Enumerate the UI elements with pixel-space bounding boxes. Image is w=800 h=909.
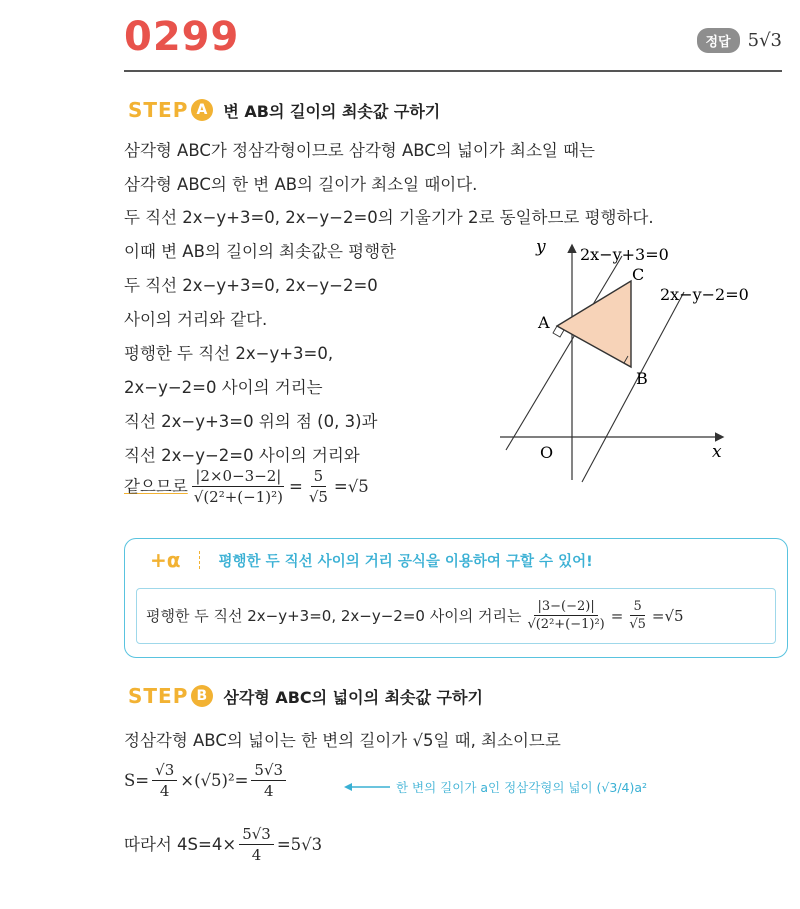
header-rule xyxy=(124,70,782,72)
step-b-s-second-fraction xyxy=(251,760,286,801)
step-b-final-result: =5√3 xyxy=(276,834,323,854)
tip-fraction-denominator: √(2²+(−1)²) xyxy=(527,617,605,632)
step-a-second-numerator: 5 xyxy=(311,466,327,487)
step-b-label: STEP xyxy=(128,684,189,708)
step-a-line-4: 이때 변 AB의 길이의 최솟값은 평행한 xyxy=(124,242,396,261)
step-a-label: STEP xyxy=(128,98,189,122)
step-b-final-numerator: 5√3 xyxy=(239,824,274,845)
problem-number: 0299 xyxy=(124,14,240,60)
step-a-final-prefix: 같으므로 xyxy=(124,476,188,496)
step-a-line-3: 두 직선 2x−y+3=0, 2x−y−2=0의 기울기가 2로 동일하므로 평행하다. xyxy=(124,208,654,227)
answer-badge: 정답 xyxy=(697,28,740,53)
step-a-final-line xyxy=(124,466,369,507)
point-b-label: B xyxy=(636,369,648,388)
step-b-line-1: 정삼각형 ABC의 넓이는 한 변의 길이가 √5일 때, 최소이므로 xyxy=(124,731,561,750)
answer-area xyxy=(697,28,783,53)
step-b-final-denominator: 4 xyxy=(251,846,262,864)
tip-second-numerator: 5 xyxy=(630,598,644,616)
step-b-s-middle: ×(√5)²= xyxy=(180,770,249,790)
step-a-heading xyxy=(128,98,440,122)
step-b-final-fraction xyxy=(239,824,274,865)
step-a-result: =√5 xyxy=(333,476,369,496)
x-axis-label: x xyxy=(712,442,722,462)
y-axis-label: y xyxy=(536,237,546,257)
step-a-line-6: 사이의 거리와 같다. xyxy=(124,310,268,329)
step-a-tag xyxy=(128,98,213,122)
step-a-second-denominator: √5 xyxy=(308,488,328,506)
point-a-label: A xyxy=(538,313,550,332)
step-b-s-fraction xyxy=(152,760,177,801)
tip-divider xyxy=(199,551,201,569)
step-a-second-fraction xyxy=(306,466,331,507)
point-c-label: C xyxy=(632,265,645,284)
tip-second-denominator: √5 xyxy=(629,617,646,632)
line2-label: 2x−y−2=0 xyxy=(660,285,749,304)
step-a-line-5: 두 직선 2x−y+3=0, 2x−y−2=0 xyxy=(124,276,378,295)
tip-second-fraction xyxy=(626,598,649,633)
step-a-line-10: 직선 2x−y−2=0 사이의 거리와 xyxy=(124,446,360,465)
step-b-area-formula xyxy=(124,760,289,801)
tip-equals: = xyxy=(610,606,624,625)
step-a-equals: = xyxy=(288,476,303,496)
step-a-distance-fraction xyxy=(191,466,286,507)
tip-fraction-numerator: |3−(−2)| xyxy=(534,598,597,616)
step-b-arrow-note xyxy=(344,778,647,796)
step-b-final-line xyxy=(124,824,322,865)
answer-value: 5√3 xyxy=(747,30,782,51)
tip-formula-line xyxy=(146,598,684,633)
step-b-s-denominator: 4 xyxy=(159,782,170,800)
step-a-line-1: 삼각형 ABC가 정삼각형이므로 삼각형 ABC의 넓이가 최소일 때는 xyxy=(124,141,595,160)
line1-label: 2x−y+3=0 xyxy=(580,245,669,264)
step-a-fraction-denominator: √(2²+(−1)²) xyxy=(193,488,283,506)
step-a-title: 변 AB의 길이의 최솟값 구하기 xyxy=(223,101,441,121)
coordinate-graph xyxy=(490,232,790,492)
tip-heading xyxy=(150,548,593,572)
step-b-s-prefix: S= xyxy=(124,770,150,790)
step-a-line-7: 평행한 두 직선 2x−y+3=0, xyxy=(124,344,334,363)
step-b-s-second-numerator: 5√3 xyxy=(251,760,286,781)
step-a-fraction-numerator: |2×0−3−2| xyxy=(192,466,284,487)
step-b-note-text: 한 변의 길이가 a인 정삼각형의 넓이 (√3/4)a² xyxy=(396,780,648,795)
origin-label: O xyxy=(540,443,554,462)
tip-fraction xyxy=(524,598,607,633)
tip-title: 평행한 두 직선 사이의 거리 공식을 이용하여 구할 수 있어! xyxy=(218,553,593,570)
step-b-s-second-denominator: 4 xyxy=(263,782,274,800)
step-a-line-2: 삼각형 ABC의 한 변 AB의 길이가 최소일 때이다. xyxy=(124,175,478,194)
tip-symbol: +α xyxy=(150,548,181,572)
step-a-line-9: 직선 2x−y+3=0 위의 점 (0, 3)과 xyxy=(124,412,378,431)
step-b-title: 삼각형 ABC의 넓이의 최솟값 구하기 xyxy=(223,687,483,707)
step-b-final-prefix: 따라서 4S=4× xyxy=(124,834,237,854)
step-b-tag xyxy=(128,684,213,708)
step-b-s-numerator: √3 xyxy=(152,760,177,781)
step-a-line-8: 2x−y−2=0 사이의 거리는 xyxy=(124,378,323,397)
step-b-heading xyxy=(128,684,483,708)
step-a-letter: A xyxy=(191,99,213,121)
tip-text: 평행한 두 직선 2x−y+3=0, 2x−y−2=0 사이의 거리는 xyxy=(146,606,522,625)
step-b-letter: B xyxy=(191,685,213,707)
triangle-abc xyxy=(557,281,631,367)
left-arrow-icon xyxy=(344,782,390,792)
tip-result: =√5 xyxy=(651,606,684,625)
